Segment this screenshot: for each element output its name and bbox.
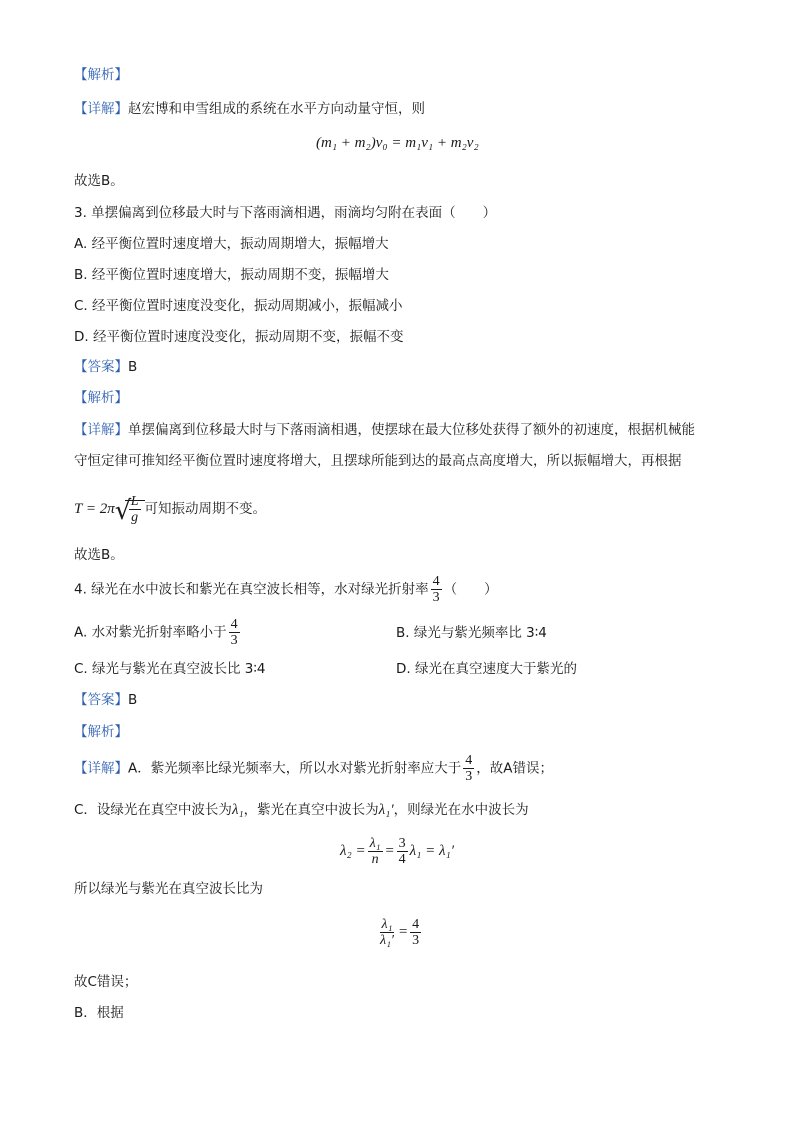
q4-detail-line-5: B．根据: [74, 1005, 124, 1021]
q4-option-c: C. 绿光与紫光在真空波长比 3∶4: [74, 661, 266, 677]
sqrt-expression: √ $\frac{L}{g}$: [115, 491, 145, 527]
detail-line: [74, 99, 425, 119]
analysis-heading: 【解析】: [74, 67, 128, 83]
question-4: 4. 绿光在水中波长和紫光在真空波长相等，水对绿光折射率 $\frac{4}{3}$ （ ）: [74, 574, 498, 605]
question-3: 3. 单摆偏离到位移最大时与下落雨滴相遇，雨滴均匀附在表面（ ）: [74, 205, 497, 221]
q4-option-a: A. 水对紫光折射率略小于 $\frac{4}{3}$: [74, 617, 238, 648]
q3-analysis-heading: 【解析】: [74, 390, 128, 406]
period-formula-lhs: T = 2π: [74, 501, 115, 517]
detail-tag: 【详解】: [74, 422, 128, 438]
q3-option-b: B. 经平衡位置时速度增大，振动周期不变，振幅增大: [74, 267, 389, 283]
q4-analysis-heading: 【解析】: [74, 724, 128, 740]
equation-wavelength: λ₂ = $\frac{\text{λ₁}}{n}$ = $\frac{3}{4}$ λ₁ = λ₁′: [340, 836, 454, 868]
choose-line-2: 故选B。: [74, 547, 124, 563]
period-conclusion: 可知振动周期不变。: [144, 501, 267, 517]
q4-option-d: D. 绿光在真空速度大于紫光的: [396, 661, 577, 677]
equation-ratio: $\frac{\text{λ₁}}{\text{λ₁′}}$ = $\frac{4}{3}$: [380, 917, 420, 949]
answer-value: B: [128, 359, 138, 375]
detail-tag: 【详解】: [74, 101, 128, 117]
q3-detail-line-1: 【详解】单摆偏离到位移最大时与下落雨滴相遇，使摆球在最大位移处获得了额外的初速度，根据机械能: [74, 422, 695, 438]
q4-detail-line-1: 【详解】A．紫光频率比绿光频率大，所以水对紫光折射率应大于 $\frac{4}{3}$ ，故A错误；: [74, 753, 553, 784]
q3-period-formula-line: [74, 491, 266, 527]
answer-value: B: [128, 692, 138, 708]
q3-option-d: D. 经平衡位置时速度没变化，振动周期不变，振幅不变: [74, 329, 404, 345]
q4-detail-line-3: 所以绿光与紫光在真空波长比为: [74, 881, 263, 897]
q4-answer: [74, 690, 137, 710]
answer-tag: 【答案】: [74, 359, 128, 375]
q3-detail-line-2: 守恒定律可推知经平衡位置时速度将增大，且摆球所能到达的最高点高度增大，所以振幅增大，再根据: [74, 453, 682, 469]
q4-detail-line-4: 故C错误；: [74, 974, 138, 990]
q3-option-c: C. 经平衡位置时速度没变化，振动周期减小，振幅减小: [74, 298, 403, 314]
detail-text: 赵宏博和申雪组成的系统在水平方向动量守恒，则: [128, 101, 425, 117]
q3-answer: [74, 357, 137, 377]
q3-option-a: A. 经平衡位置时速度增大，振动周期增大，振幅增大: [74, 236, 389, 252]
detail-tag: 【详解】: [74, 760, 128, 777]
q4-detail-line-2: C．设绿光在真空中波长为λ₁，紫光在真空中波长为λ₁′，则绿光在水中波长为: [74, 802, 529, 818]
equation-momentum: (m₁ + m₂)v₀ = m₁v₁ + m₂v₂: [316, 135, 479, 151]
q4-option-b: B. 绿光与紫光频率比 3∶4: [396, 625, 547, 641]
answer-tag: 【答案】: [74, 692, 128, 708]
choose-line: 故选B。: [74, 173, 124, 189]
